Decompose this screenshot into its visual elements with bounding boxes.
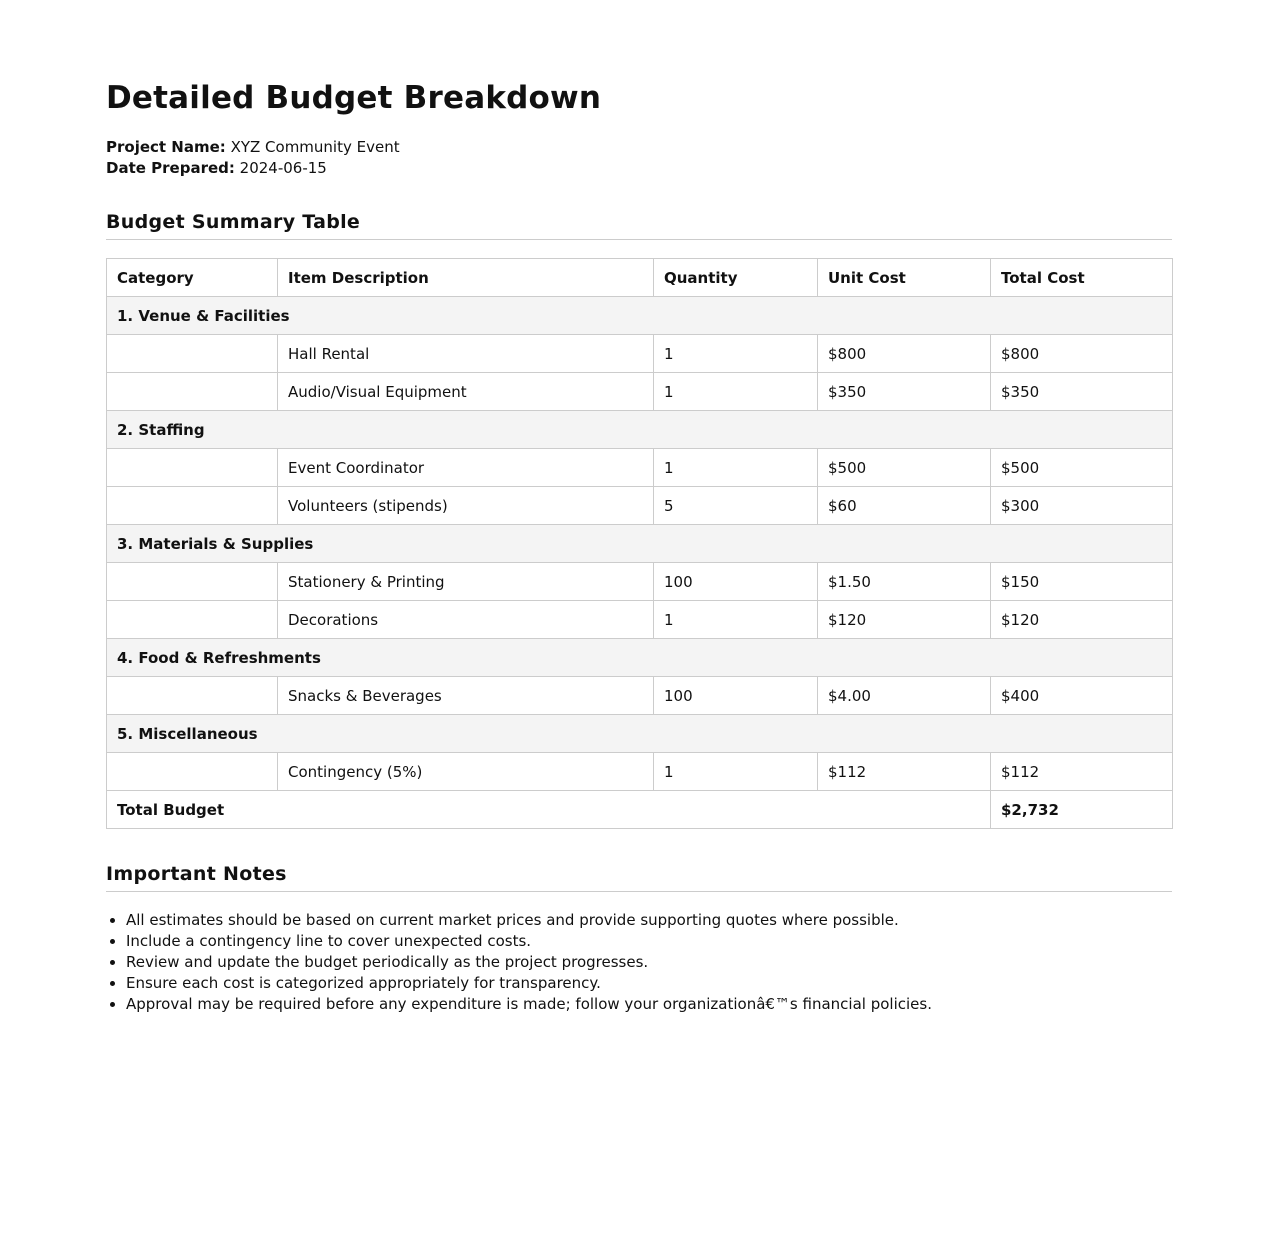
item-description: Contingency (5%) [278, 753, 654, 791]
list-item: • Include a contingency line to cover unexpected costs. [126, 931, 932, 952]
item-description: Event Coordinator [278, 449, 654, 487]
table-row [107, 753, 1173, 791]
category-name: 3. Materials & Supplies [107, 525, 1173, 563]
item-quantity: 1 [654, 601, 818, 639]
item-total-cost: $500 [991, 449, 1173, 487]
item-total-cost: $800 [991, 335, 1173, 373]
project-name-line [106, 137, 400, 158]
list-item: • Approval may be required before any expenditure is made; follow your organizationâ€™s financial policies. [126, 994, 932, 1015]
item-total-cost: $350 [991, 373, 1173, 411]
item-total-cost: $120 [991, 601, 1173, 639]
project-meta [106, 137, 400, 179]
item-quantity: 5 [654, 487, 818, 525]
item-total-cost: $112 [991, 753, 1173, 791]
table-row [107, 677, 1173, 715]
item-unit-cost: $112 [818, 753, 991, 791]
category-cell [107, 601, 278, 639]
table-row [107, 449, 1173, 487]
column-header: Unit Cost [818, 259, 991, 297]
item-total-cost: $400 [991, 677, 1173, 715]
list-item: • Review and update the budget periodically as the project progresses. [126, 952, 932, 973]
category-row [107, 297, 1173, 335]
date-prepared-value: 2024-06-15 [239, 159, 327, 177]
item-quantity: 100 [654, 563, 818, 601]
category-name: 2. Staffing [107, 411, 1173, 449]
list-item: • Ensure each cost is categorized appropriately for transparency. [126, 973, 932, 994]
item-description: Stationery & Printing [278, 563, 654, 601]
category-cell [107, 373, 278, 411]
total-budget-label: Total Budget [107, 791, 991, 829]
category-name: 5. Miscellaneous [107, 715, 1173, 753]
project-name-label: Project Name: [106, 138, 226, 156]
item-unit-cost: $120 [818, 601, 991, 639]
item-total-cost: $150 [991, 563, 1173, 601]
category-cell [107, 449, 278, 487]
column-header: Total Cost [991, 259, 1173, 297]
item-unit-cost: $800 [818, 335, 991, 373]
item-description: Audio/Visual Equipment [278, 373, 654, 411]
item-total-cost: $300 [991, 487, 1173, 525]
category-name: 1. Venue & Facilities [107, 297, 1173, 335]
item-description: Decorations [278, 601, 654, 639]
item-unit-cost: $500 [818, 449, 991, 487]
table-row [107, 373, 1173, 411]
category-row [107, 525, 1173, 563]
total-budget-value: $2,732 [991, 791, 1173, 829]
table-row [107, 487, 1173, 525]
item-quantity: 1 [654, 335, 818, 373]
item-description: Hall Rental [278, 335, 654, 373]
column-header: Item Description [278, 259, 654, 297]
category-name: 4. Food & Refreshments [107, 639, 1173, 677]
item-quantity: 1 [654, 373, 818, 411]
table-row [107, 601, 1173, 639]
budget-summary-heading: Budget Summary Table [106, 211, 1172, 240]
category-cell [107, 487, 278, 525]
item-quantity: 1 [654, 753, 818, 791]
table-row [107, 563, 1173, 601]
date-prepared-label: Date Prepared: [106, 159, 235, 177]
category-cell [107, 563, 278, 601]
item-quantity: 100 [654, 677, 818, 715]
page-title: Detailed Budget Breakdown [106, 80, 602, 116]
item-description: Volunteers (stipends) [278, 487, 654, 525]
important-notes-heading: Important Notes [106, 863, 1172, 892]
table-header-row [107, 259, 1173, 297]
item-unit-cost: $4.00 [818, 677, 991, 715]
category-row [107, 639, 1173, 677]
category-row [107, 715, 1173, 753]
category-cell [107, 753, 278, 791]
date-prepared-line [106, 158, 400, 179]
item-description: Snacks & Beverages [278, 677, 654, 715]
category-row [107, 411, 1173, 449]
list-item: • All estimates should be based on current market prices and provide supporting quotes where possible. [126, 910, 932, 931]
column-header: Quantity [654, 259, 818, 297]
table-row [107, 335, 1173, 373]
category-cell [107, 677, 278, 715]
notes-list [106, 910, 932, 1015]
category-cell [107, 335, 278, 373]
item-unit-cost: $350 [818, 373, 991, 411]
column-header: Category [107, 259, 278, 297]
project-name-value: XYZ Community Event [230, 138, 400, 156]
budget-table [106, 258, 1173, 829]
item-unit-cost: $1.50 [818, 563, 991, 601]
item-unit-cost: $60 [818, 487, 991, 525]
total-row [107, 791, 1173, 829]
item-quantity: 1 [654, 449, 818, 487]
